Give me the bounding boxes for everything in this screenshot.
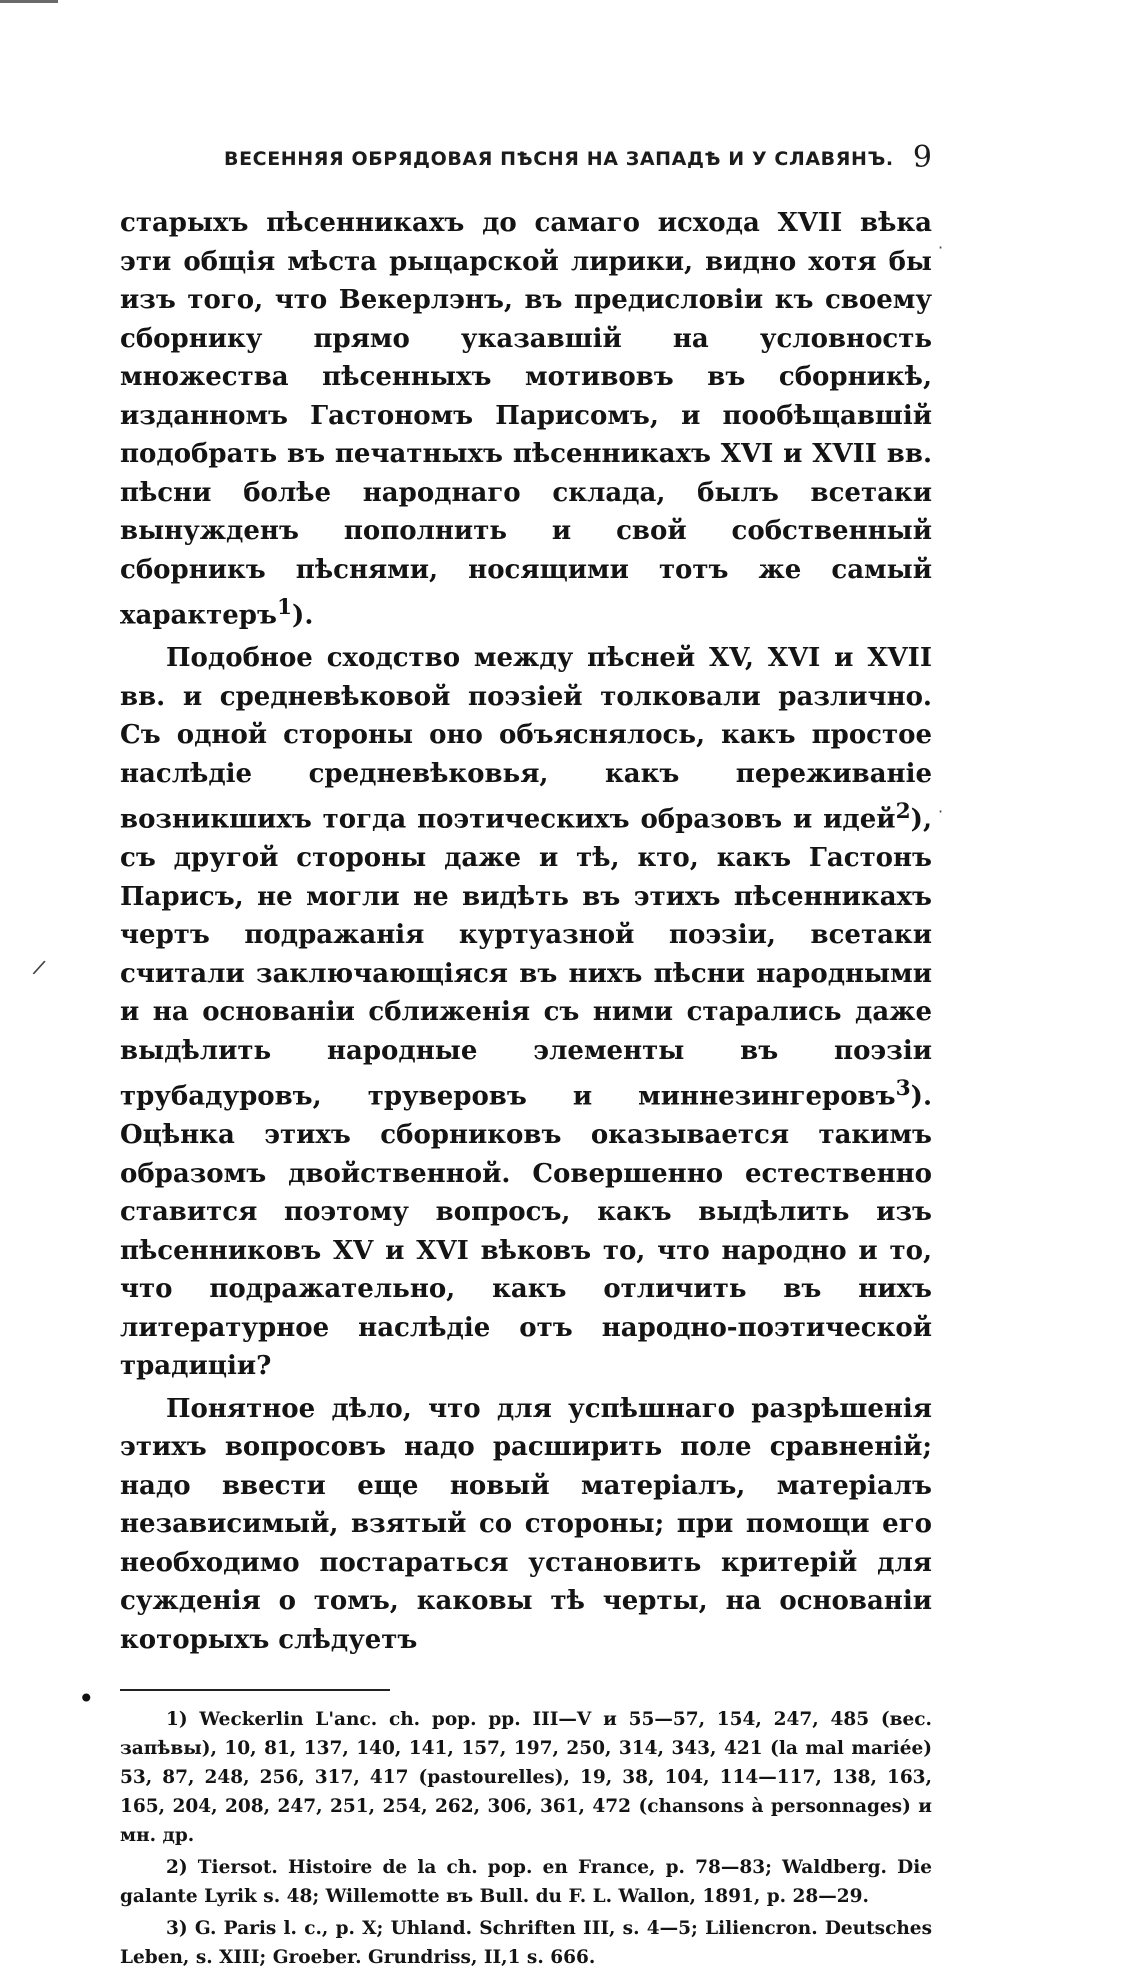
footnote-ref-1: 1 (276, 595, 293, 620)
footnote-ref-2: 2 (895, 799, 911, 825)
paragraph-2-text-b: ), съ другой стороны даже и тѣ, кто, какъ Гастонъ Парисъ, не могли не видѣть въ этихъ пѣсенникахъ чертъ подражанія куртуазной поэзіи, всетаки считали заключающіяся въ нихъ пѣсни народными и на основаніи сближенія съ ними старались даже выдѣлить народные элементы въ поэзіи трубадуровъ, труверовъ и миннезингеровъ (120, 804, 932, 1112)
paragraph-1-text-a: старыхъ пѣсенникахъ до самаго исхода XVII вѣка эти общія мѣста рыцарской лирики, видно хотя бы изъ того, что Векерлэнъ, въ предисловіи къ своему сборнику прямо указавшій на условность множества пѣсенныхъ мотивовъ въ сборникѣ, изданномъ Гастономъ Парисомъ, и пообѣщавшій подобрать въ печатныхъ пѣсенникахъ XVI и XVII вв. пѣсни болѣе народнаго склада, былъ всетаки вынужденъ пополнить и свой собственный сборникъ пѣснями, носящими тотъ же самый характеръ (120, 208, 932, 631)
scan-edge-mark (0, 0, 58, 3)
footnote-1: 1) Weckerlin L'anc. ch. pop. pp. III—V и 55—57, 154, 247, 485 (вес. запѣвы), 10, 81, 137, 140, 141, 157, 197, 250, 314, 343, 421 (la mal mariée) 53, 87, 248, 256, 317, 417 (pastourelles), 19, 38, 104, 114—117, 138, 163, 165, 204, 208, 247, 251, 254, 262, 306, 361, 472 (chansons à personnages) и мн. др. (120, 1709, 932, 1847)
running-head (120, 136, 932, 180)
paragraph-2 (120, 639, 932, 1386)
footnote-ref-3: 3 (895, 1076, 911, 1102)
margin-ink-spot: • (78, 1682, 95, 1715)
paragraph-3 (120, 1390, 932, 1660)
book-page (120, 136, 932, 1975)
margin-dot-mark: · (938, 238, 944, 257)
footnote-divider (120, 1689, 390, 1691)
main-text (120, 204, 932, 1659)
paragraph-1-text-b: ). (292, 600, 314, 631)
footnote-3: 3) G. Paris l. c., p. X; Uhland. Schriften III, s. 4—5; Liliencron. Deutsches Leben, s. XIII; Groeber. Grundriss, II,1 s. 666. (120, 1918, 932, 1969)
footnotes (120, 1705, 932, 1972)
paragraph-2-text-c: ). Оцѣнка этихъ сборниковъ оказывается такимъ образомъ двойственной. Совершенно естественно ставится поэтому вопросъ, какъ выдѣлить изъ пѣсенниковъ XV и XVI вѣковъ то, что народно и то, что подражательно, какъ отличить въ нихъ литературное наслѣдіе отъ народно-поэтической традиціи? (120, 1081, 932, 1382)
page-number: 9 (912, 140, 932, 175)
running-title: ВЕСЕННЯЯ ОБРЯДОВАЯ ПѢСНЯ НА ЗАПАДѢ И У СЛАВЯНЪ. (224, 148, 894, 170)
footnote-2: 2) Tiersot. Histoire de la ch. pop. en France, p. 78—83; Waldberg. Die galante Lyrik s. 48; Willemotte въ Bull. du F. L. Wallon, 1891, p. 28—29. (120, 1857, 932, 1908)
paragraph-2-text-a: Подобное сходство между пѣсней XV, XVI и XVII вв. и средневѣковой поэзіей толковали различно. Съ одной стороны оно объяснялось, какъ простое наслѣдіе средневѣковья, какъ переживаніе возникшихъ тогда поэтическихъ образовъ и идей (120, 643, 932, 835)
paragraph-3-text: Понятное дѣло, что для успѣшнаго разрѣшенія этихъ вопросовъ надо расширить поле сравненій; надо ввести еще новый матеріалъ, матеріалъ независимый, взятый со стороны; при помощи его необходимо постараться установить критерій для сужденія о томъ, каковы тѣ черты, на основаніи которыхъ слѣдуетъ (120, 1393, 932, 1655)
margin-pencil-mark: / (31, 954, 48, 980)
paragraph-1 (120, 204, 932, 635)
margin-dot-mark-lower: · (938, 802, 944, 821)
